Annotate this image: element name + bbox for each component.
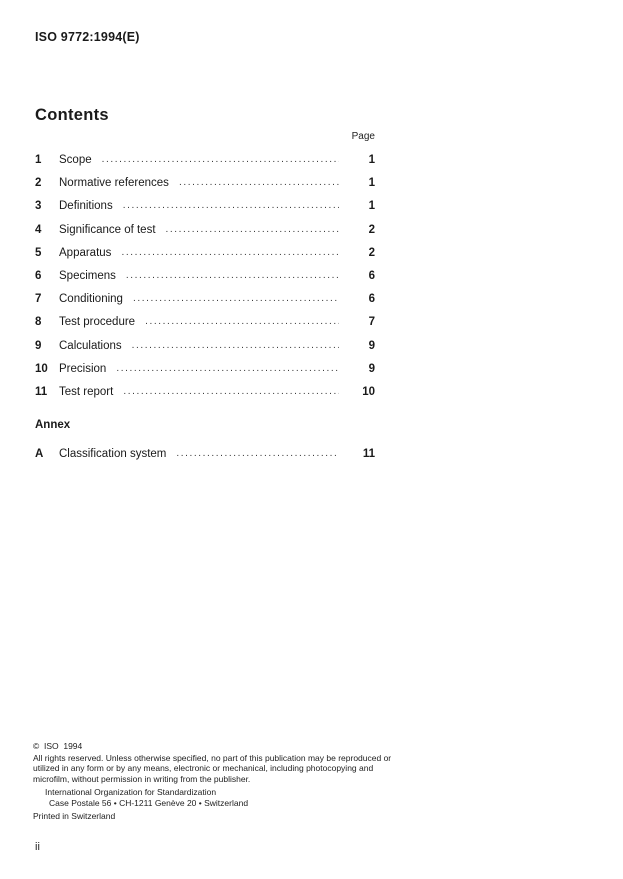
toc-entry-title: Precision	[59, 362, 107, 375]
toc-entry	[35, 293, 375, 305]
toc-entry-page: 11	[362, 447, 375, 460]
toc-entry-page: 2	[368, 246, 375, 259]
toc-entry-title: Definitions	[59, 200, 113, 213]
toc-leader-dots	[123, 200, 339, 211]
toc-leader-dots	[102, 154, 339, 165]
toc-leader-dots	[121, 247, 339, 258]
toc-leader-dots	[133, 293, 339, 304]
organization-name: International Organization for Standardization	[45, 787, 217, 797]
toc-entry	[35, 247, 375, 259]
toc-leader-dots	[176, 448, 339, 459]
toc-entry	[35, 386, 375, 398]
copyright-line: © ISO 1994	[33, 741, 83, 751]
toc-entry-page: 1	[368, 200, 375, 213]
copyright-footer	[33, 741, 395, 822]
toc-entry-number: 7	[35, 293, 42, 306]
document-id: ISO 9772:1994(E)	[35, 30, 140, 44]
toc-entry-number: 1	[35, 154, 42, 166]
toc-entry-number: 10	[35, 362, 48, 375]
toc-leader-dots	[123, 386, 339, 397]
toc-leader-dots	[179, 177, 339, 188]
toc-entry	[35, 224, 375, 236]
toc-entry-page: 2	[368, 223, 375, 236]
toc-entry-page: 1	[368, 154, 375, 166]
toc-entry-page: 9	[368, 362, 375, 375]
table-of-contents	[35, 106, 375, 471]
toc-entry-page: 6	[368, 293, 375, 306]
toc-entry	[35, 200, 375, 212]
toc-entry	[35, 270, 375, 282]
toc-entry-number: 4	[35, 223, 42, 236]
toc-entry-title: Specimens	[59, 269, 116, 282]
toc-leader-dots	[145, 316, 339, 327]
contents-heading: Contents	[35, 106, 109, 124]
toc-entry	[35, 340, 375, 352]
toc-entry-number: 8	[35, 316, 42, 329]
toc-entry-title: Conditioning	[59, 293, 123, 306]
toc-leader-dots	[166, 224, 339, 235]
toc-entry-number: 11	[35, 385, 48, 398]
toc-leader-dots	[126, 270, 339, 281]
printed-in-line: Printed in Switzerland	[33, 811, 116, 821]
toc-entry-page: 7	[368, 316, 375, 329]
toc-entry-title: Significance of test	[59, 223, 156, 236]
toc-entry-page: 10	[362, 385, 375, 398]
toc-leader-dots	[116, 363, 339, 374]
toc-entry-title: Normative references	[59, 177, 169, 190]
toc-entry-number: A	[35, 447, 44, 460]
toc-entry-number: 6	[35, 269, 42, 282]
toc-entry-title: Classification system	[59, 447, 167, 460]
toc-entry	[35, 316, 375, 328]
toc-annex-entry	[35, 448, 375, 460]
toc-entry-number: 2	[35, 177, 42, 190]
toc-entry	[35, 363, 375, 375]
toc-entry-title: Test procedure	[59, 316, 136, 329]
toc-leader-dots	[132, 340, 339, 351]
toc-entry-title: Calculations	[59, 339, 122, 352]
toc-entry-number: 3	[35, 200, 42, 213]
page-column-label: Page	[351, 131, 375, 142]
toc-entry-title: Test report	[59, 385, 114, 398]
toc-entry-number: 9	[35, 339, 42, 352]
rights-statement: All rights reserved. Unless otherwise specified, no part of this publication may be reproduced or utilized in any form or by any means, electronic or mechanical, including photocopying and microfilm, without permission in writing from the publisher.	[33, 752, 392, 784]
toc-entry-title: Apparatus	[59, 246, 112, 259]
organization-address: Case Postale 56 • CH-1211 Genève 20 • Switzerland	[49, 797, 249, 808]
page-number: ii	[35, 841, 40, 853]
toc-entry-page: 6	[368, 269, 375, 282]
annex-heading: Annex	[35, 418, 71, 431]
toc-entry-page: 1	[368, 177, 375, 190]
toc-entry	[35, 177, 375, 189]
toc-entry-number: 5	[35, 246, 42, 259]
toc-entry-title: Scope	[59, 154, 92, 166]
toc-entry	[35, 154, 375, 166]
toc-entry-page: 9	[368, 339, 375, 352]
